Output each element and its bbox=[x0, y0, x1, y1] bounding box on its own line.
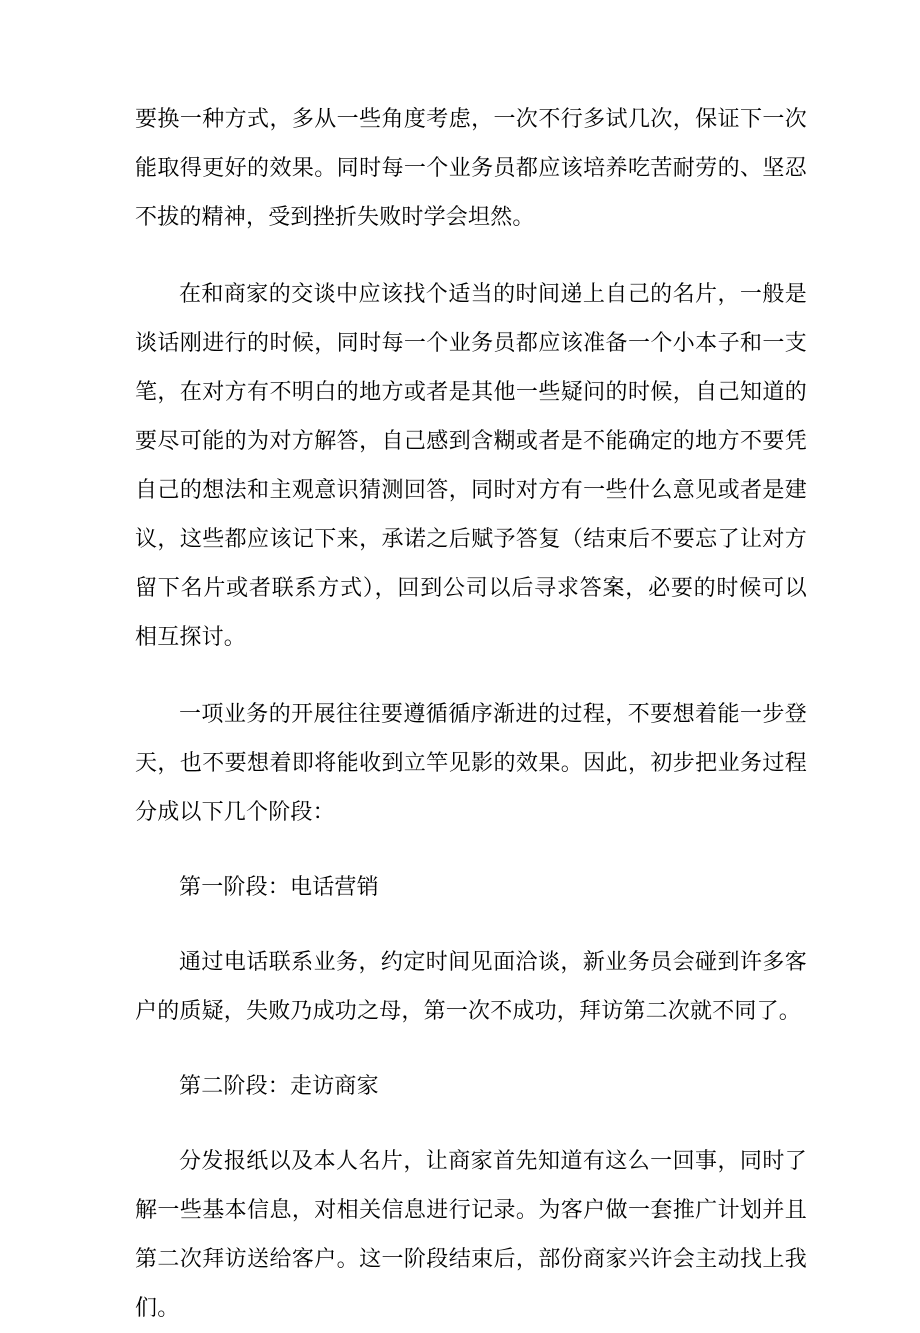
paragraph-business-card: 在和商家的交谈中应该找个适当的时间递上自己的名片，一般是谈话刚进行的时候，同时每一个业务员都应该准备一个小本子和一支笔，在对方有不明白的地方或者是其他一些疑问的时候，自己知道的要尽可能的为对方解答，自己感到含糊或者是不能确定的地方不要凭自己的想法和主观意识猜测回答，同时对方有一些什么意见或者是建议，这些都应该记下来，承诺之后赋予答复（结束后不要忘了让对方留下名片或者联系方式），回到公司以后寻求答案，必要的时候可以相互探讨。 bbox=[135, 282, 807, 650]
stage-two-heading: 第二阶段：走访商家 bbox=[179, 1074, 379, 1099]
stage-one-heading: 第一阶段：电话营销 bbox=[179, 875, 379, 900]
paragraph-stages-intro: 一项业务的开展往往要遵循循序渐进的过程，不要想着能一步登天，也不要想着即将能收到立竿见影的效果。因此，初步把业务过程分成以下几个阶段： bbox=[135, 702, 807, 825]
paragraph-continuation: 要换一种方式，多从一些角度考虑，一次不行多试几次，保证下一次能取得更好的效果。同时每一个业务员都应该培养吃苦耐劳的、坚忍不拔的精神，受到挫折失败时学会坦然。 bbox=[135, 107, 807, 230]
paragraph-stage-two: 分发报纸以及本人名片，让商家首先知道有这么一回事，同时了解一些基本信息，对相关信息进行记录。为客户做一套推广计划并且第二次拜访送给客户。这一阶段结束后，部份商家兴许会主动找上我们。 bbox=[135, 1149, 807, 1321]
paragraph-stage-one: 通过电话联系业务，约定时间见面洽谈，新业务员会碰到许多客户的质疑，失败乃成功之母，第一次不成功，拜访第二次就不同了。 bbox=[135, 950, 807, 1024]
document-body bbox=[135, 95, 807, 1333]
